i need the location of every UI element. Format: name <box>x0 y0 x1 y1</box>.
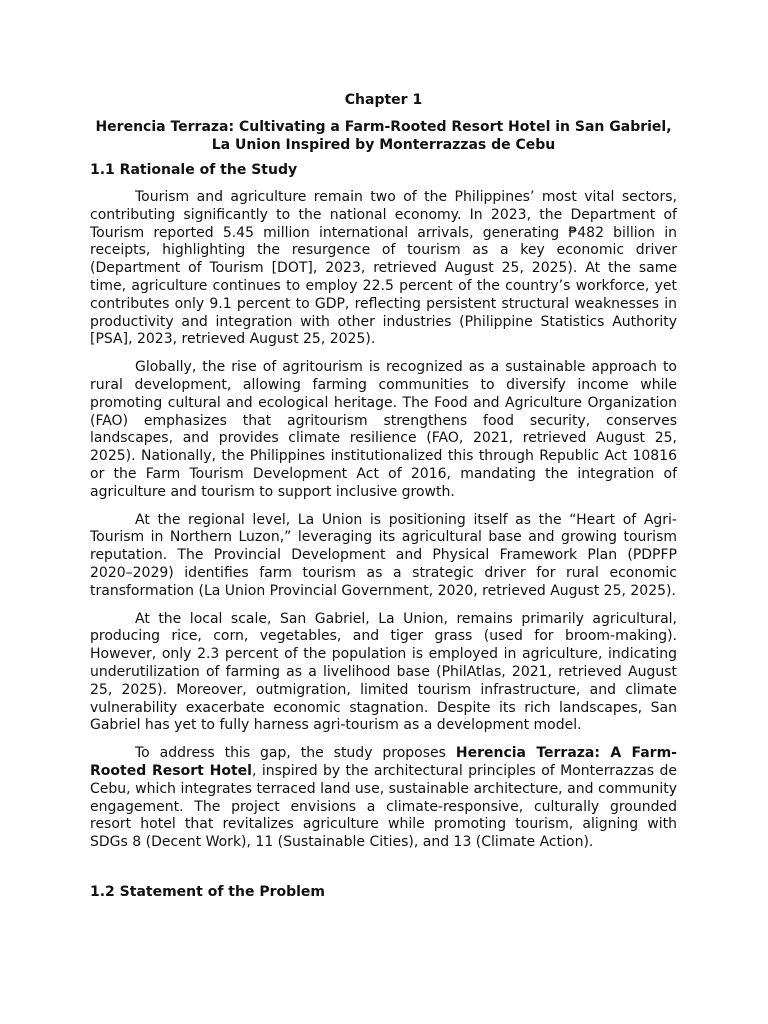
paragraph-tourism-agriculture: Tourism and agriculture remain two of the Philippines’ most vital sectors, contributing significantly to the national economy. In 2023, the Department of Tourism reported 5.45 million international arrivals, generating ₱482 billion in receipts, highlighting the resurgence of tourism as a key economic driver (Department of Tourism [DOT], 2023, retrieved August 25, 2025). At the same time, agriculture continues to employ 22.5 percent of the country’s workforce, yet contributes only 9.1 percent to GDP, reflecting persistent structural weaknesses in productivity and integration with other industries (Philippine Statistics Authority [PSA], 2023, retrieved August 25, 2025). <box>90 189 677 348</box>
proposal-rest-text: , inspired by the architectural principles of Monterrazzas de Cebu, which integrates terraced land use, sustainable architecture, and community engagement. The project envisions a climate-responsive, culturally grounded resort hotel that revitalizes agriculture while promoting tourism, aligning with SDGs 8 (Decent Work), 11 (Sustainable Cities), and 13 (Climate Action). <box>90 762 677 851</box>
chapter-label: Chapter 1 <box>344 92 423 108</box>
paragraph-global-agritourism: Globally, the rise of agritourism is recognized as a sustainable approach to rural development, allowing farming communities to diversify income while promoting cultural and ecological heritage. The Food and Agriculture Organization (FAO) emphasizes that agritourism strengthens food security, conserves landscapes, and provides climate resilience (FAO, 2021, retrieved August 25, 2025). Nationally, the Philippines institutionalized this through Republic Act 10816 or the Farm Tourism Development Act of 2016, mandating the integration of agriculture and tourism to support inclusive growth. <box>90 359 677 500</box>
paragraph-regional-level: At the regional level, La Union is positioning itself as the “Heart of Agri-Tourism in Northern Luzon,” leveraging its agricultural base and growing tourism reputation. The Provincial Development and Physical Framework Plan (PDPFP 2020–2029) identifies farm tourism as a strategic driver for rural economic transformation (La Union Provincial Government, 2020, retrieved August 25, 2025). <box>90 511 677 599</box>
project-name-emphasis: Herencia Terraza: A Farm-Rooted Resort Hotel <box>90 745 677 779</box>
paragraph-local-scale: At the local scale, San Gabriel, La Union, remains primarily agricultural, producing rice, corn, vegetables, and tiger grass (used for broom-making). However, only 2.3 percent of the population is employed in agriculture, indicating underutilization of farming as a livelihood base (PhilAtlas, 2021, retrieved August 25, 2025). Moreover, outmigration, limited tourism infrastructure, and climate vulnerability exacerbate economic stagnation. Despite its rich landscapes, San Gabriel has yet to fully harness agri-tourism as a development model. <box>90 610 677 734</box>
document-title-line-2: La Union Inspired by Monterrazzas de Cebu <box>211 137 556 153</box>
document-page <box>90 89 677 911</box>
proposal-lead-text: To address this gap, the study proposes <box>135 745 456 762</box>
document-title-line-1: Herencia Terraza: Cultivating a Farm-Rooted Resort Hotel in San Gabriel, <box>95 119 672 135</box>
section-heading-rationale: 1.1 Rationale of the Study <box>90 162 298 178</box>
section-heading-problem-statement: 1.2 Statement of the Problem <box>90 883 325 900</box>
paragraph-study-proposal <box>90 745 677 852</box>
document-title <box>90 118 677 154</box>
